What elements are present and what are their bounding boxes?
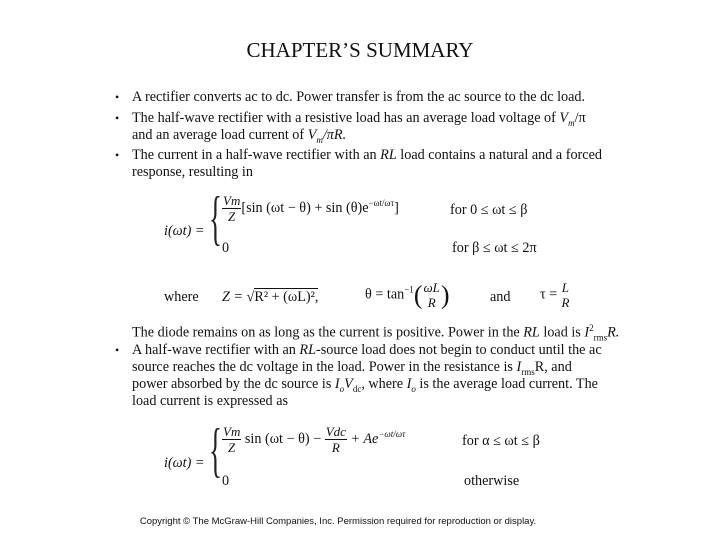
eq1-cond-2: for β ≤ ωt ≤ 2π	[452, 240, 537, 256]
eq2-cond-2: otherwise	[464, 473, 520, 489]
bullet-4-line-3: power absorbed by the dc source is $I_oV_{dc}$, where $I_o$ is the average load current. The	[132, 376, 598, 394]
eq2-case-1: $\frac{Vm}{Z}$ sin (ωt − θ) − $\frac{\text{Vdc}}{R}$ + $Ae^{-\omega t/\omega\tau}$	[223, 424, 406, 455]
and-label: and	[490, 289, 511, 305]
eq2-lhs: i(ωt) =	[164, 455, 205, 471]
eq1-cond-1: for 0 ≤ ωt ≤ β	[450, 202, 528, 218]
bullet-4-line-1: A half-wave rectifier with an RL-source load does not begin to conduct until the ac	[132, 342, 602, 358]
eq1-case-1: $\frac{Vm}{Z}$ [sin $(\omega t - \theta) + \sin (\theta)e^{-\omega t/\omega\tau}$]	[223, 193, 399, 224]
tau-def: τ = L R	[540, 280, 570, 310]
bullet-4-line-4: load current is expressed as	[132, 393, 289, 409]
z-def: Z = √R² + (ωL)²,	[222, 289, 319, 305]
bullet-1-text: A rectifier converts ac to dc. Power transfer is from the ac source to the dc load.	[132, 89, 586, 105]
bullet-2-line-2: and an average load current of $V_m/\pi R$.	[132, 127, 347, 145]
bullet-3-line-1: The current in a half-wave rectifier with an RL load contains a natural and a forced	[132, 147, 602, 163]
bullet: •	[115, 90, 120, 104]
diode-text: The diode remains on as long as the current is positive. Power in the RL load is $I^2_{rms}R$.	[132, 323, 620, 343]
page-title: CHAPTER’S SUMMARY	[246, 38, 474, 62]
bullet: •	[115, 148, 120, 162]
eq1-case-2: 0	[222, 240, 230, 256]
bullet-3-line-2: response, resulting in	[132, 164, 253, 180]
brace: {	[209, 417, 222, 483]
brace: {	[209, 185, 222, 251]
bullet: •	[115, 111, 120, 125]
bullet-2-line-1: The half-wave rectifier with a resistive load has an average load voltage of $V_m/\pi$	[132, 110, 586, 128]
theta-def: $\theta = \tan^{-1}$( ωL R )	[365, 280, 450, 310]
bullet-4-line-2: source reaches the dc voltage in the load. Power in the resistance is $I_{rms}R$, and	[132, 359, 572, 377]
bullet: •	[115, 343, 120, 357]
eq1-lhs: i(ωt) =	[164, 223, 205, 239]
eq2-cond-1: for α ≤ ωt ≤ β	[462, 433, 540, 449]
copyright-footer: Copyright © The McGraw-Hill Companies, Inc. Permission required for reproduction or display.	[139, 516, 537, 527]
where-label: where	[164, 289, 199, 305]
eq2-case-2: 0	[222, 473, 230, 489]
